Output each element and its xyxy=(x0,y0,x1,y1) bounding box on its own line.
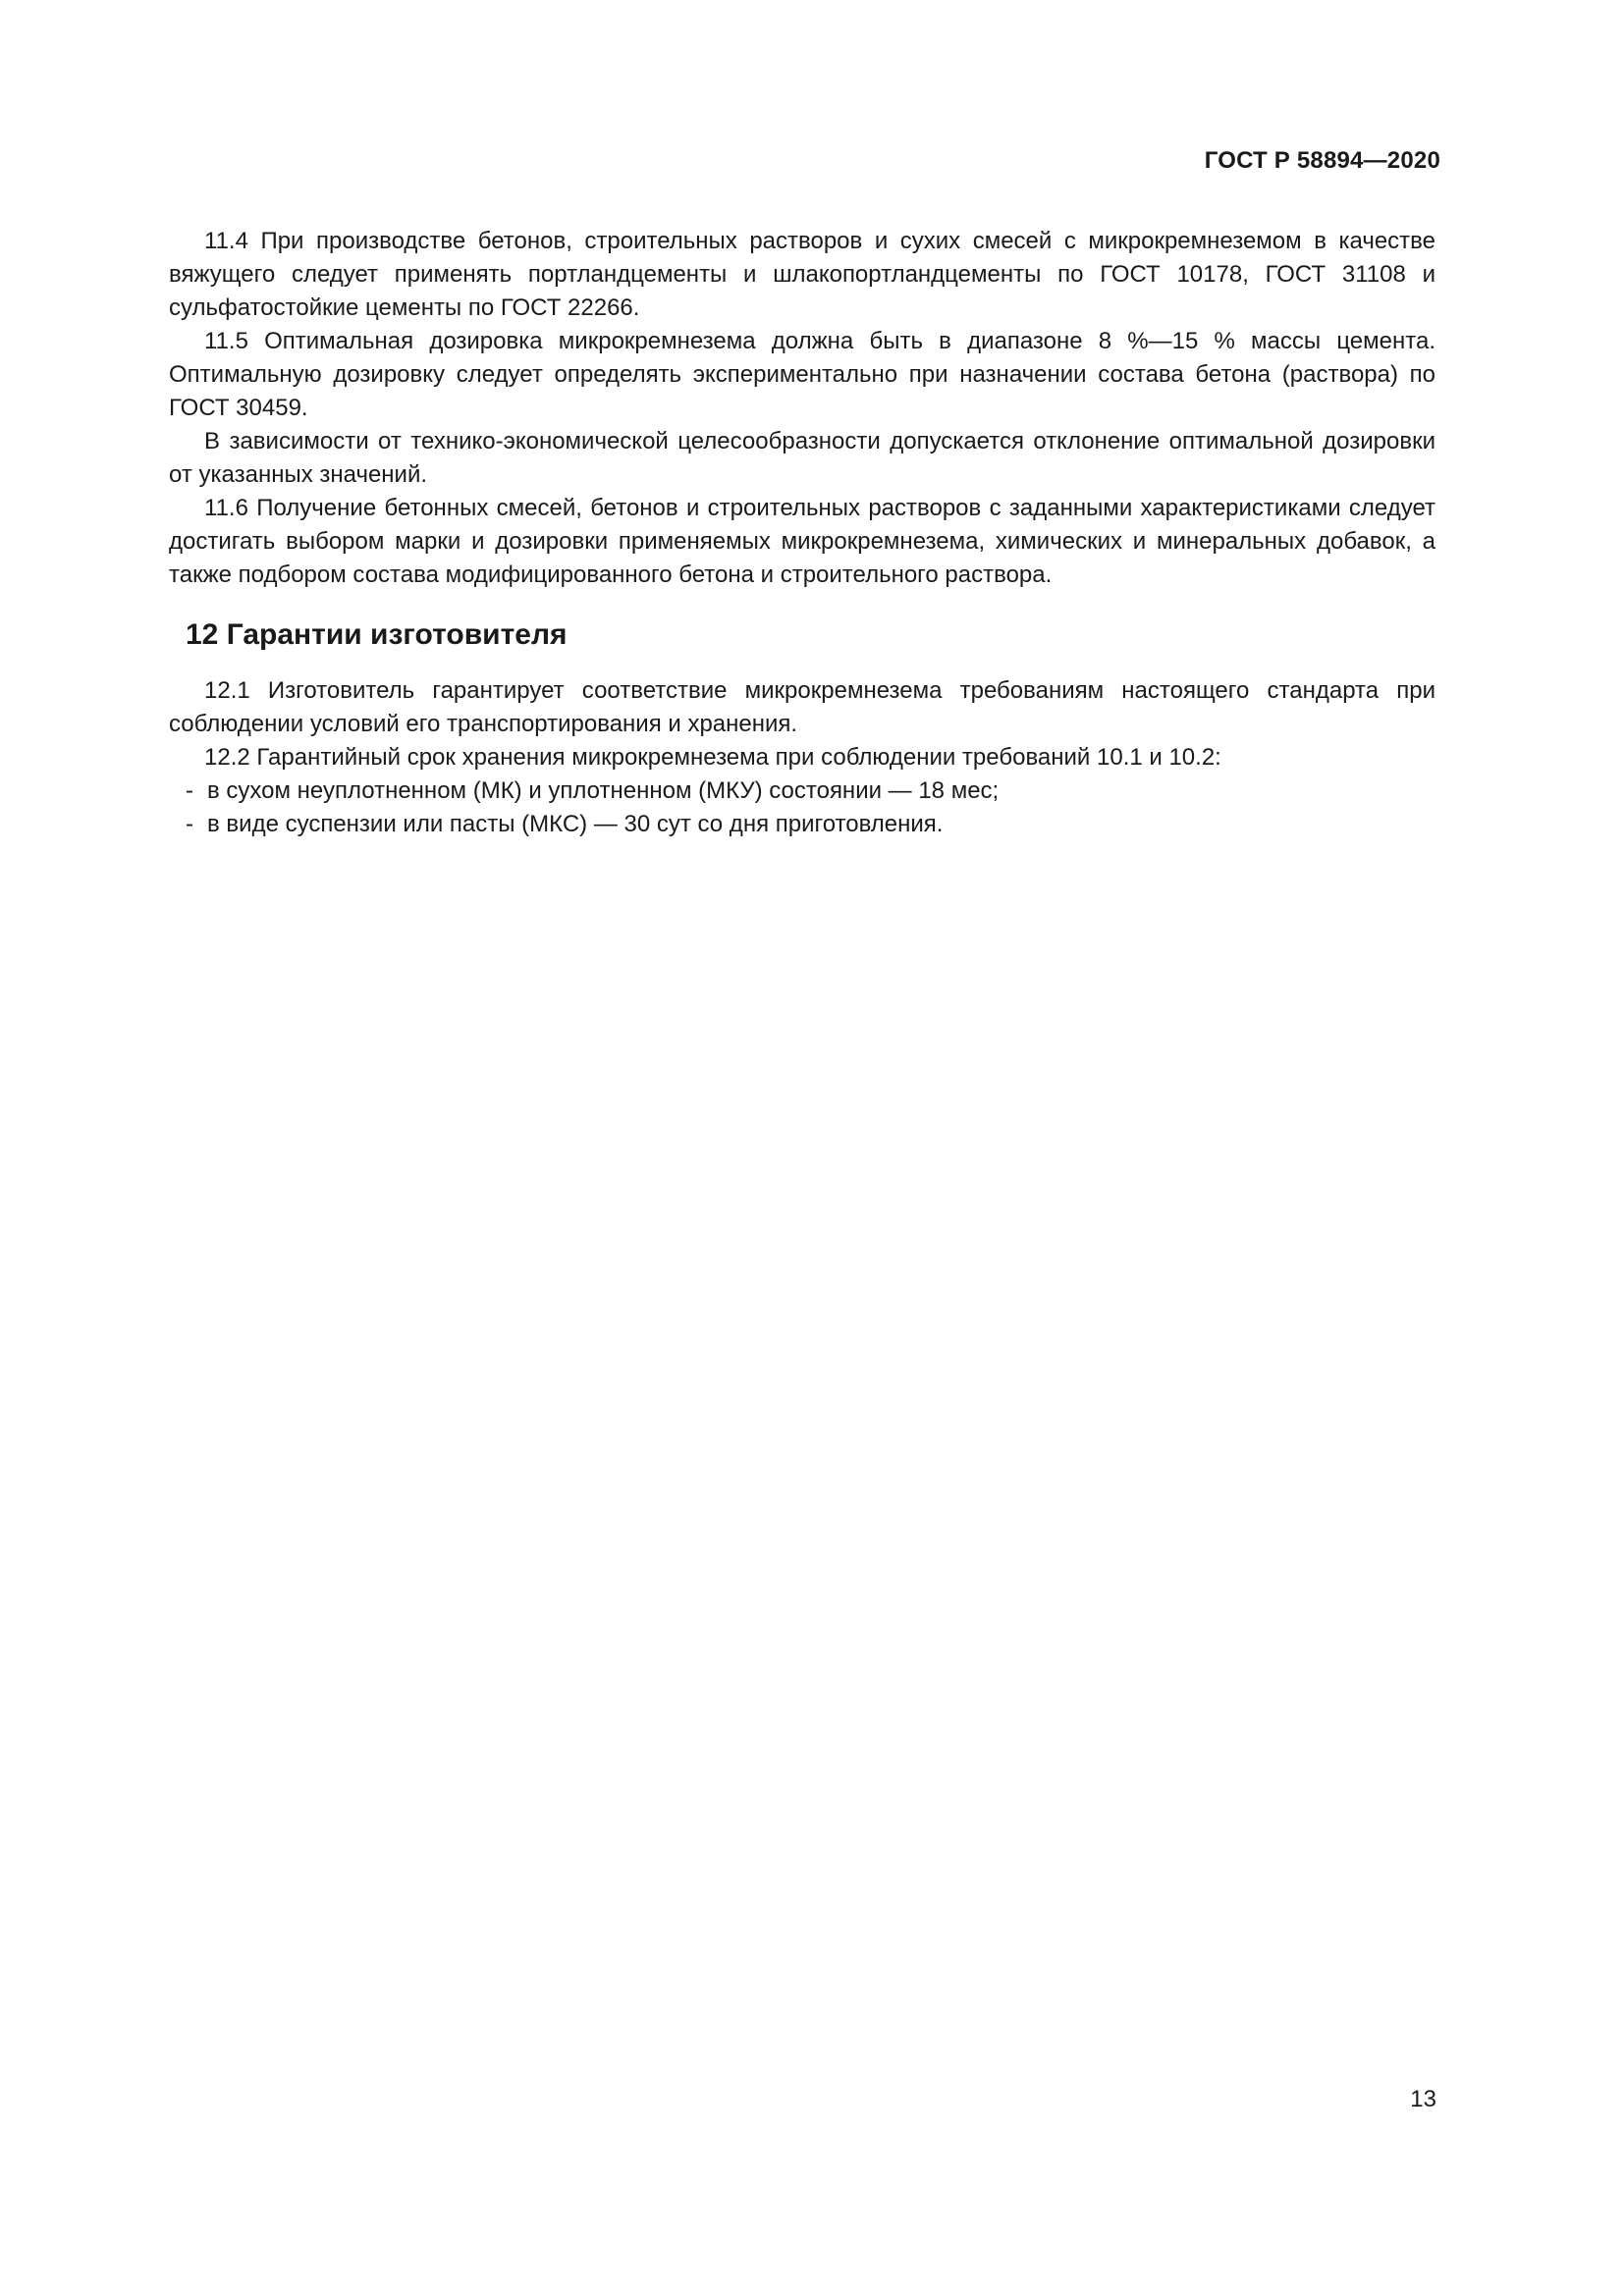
document-body xyxy=(169,225,1435,841)
page-number: 13 xyxy=(1410,2086,1436,2112)
paragraph-11-5: 11.5 Оптимальная дозировка микрокремнезема должна быть в диапазоне 8 %—15 % массы цемента. Оптимальную дозировку следует определять экспериментально при назначении состава бетона (раствора) по ГОСТ 30459. xyxy=(169,328,1435,421)
list-marker: - xyxy=(186,777,193,804)
paragraph-11-5-note: В зависимости от технико-экономической целесообразности допускается отклонение оптимальной дозировки от указанных значений. xyxy=(169,428,1435,488)
paragraph-11-4: 11.4 При производстве бетонов, строительных растворов и сухих смесей с микрокремнеземом в качестве вяжущего следует применять портландцементы и шлакопортландцементы по ГОСТ 10178, ГОСТ 31108 и сульфатостойкие цементы по ГОСТ 22266. xyxy=(169,228,1435,321)
list-marker: - xyxy=(186,811,193,837)
list-item-text: в сухом неуплотненном (МК) и уплотненном (МКУ) состоянии — 18 мес; xyxy=(207,777,1000,804)
list-item-text: в виде суспензии или пасты (МКС) — 30 сут со дня приготовления. xyxy=(207,811,944,837)
paragraph-11-6: 11.6 Получение бетонных смесей, бетонов и строительных растворов с заданными характеристиками следует достигать выбором марки и дозировки применяемых микрокремнезема, химических и минеральных добавок, а также подбором состава модифицированного бетона и строительного раствора. xyxy=(169,495,1435,588)
list-item xyxy=(169,808,1435,841)
section-12-heading: 12 Гарантии изготовителя xyxy=(186,618,568,651)
paragraph-12-1: 12.1 Изготовитель гарантирует соответствие микрокремнезема требованиям настоящего стандарта при соблюдении условий его транспортирования и хранения. xyxy=(169,677,1435,737)
list-item xyxy=(169,774,1435,808)
document-id: ГОСТ Р 58894—2020 xyxy=(1204,147,1440,174)
warranty-list xyxy=(169,774,1435,841)
paragraph-12-2: 12.2 Гарантийный срок хранения микрокремнезема при соблюдении требований 10.1 и 10.2: xyxy=(204,744,1221,771)
